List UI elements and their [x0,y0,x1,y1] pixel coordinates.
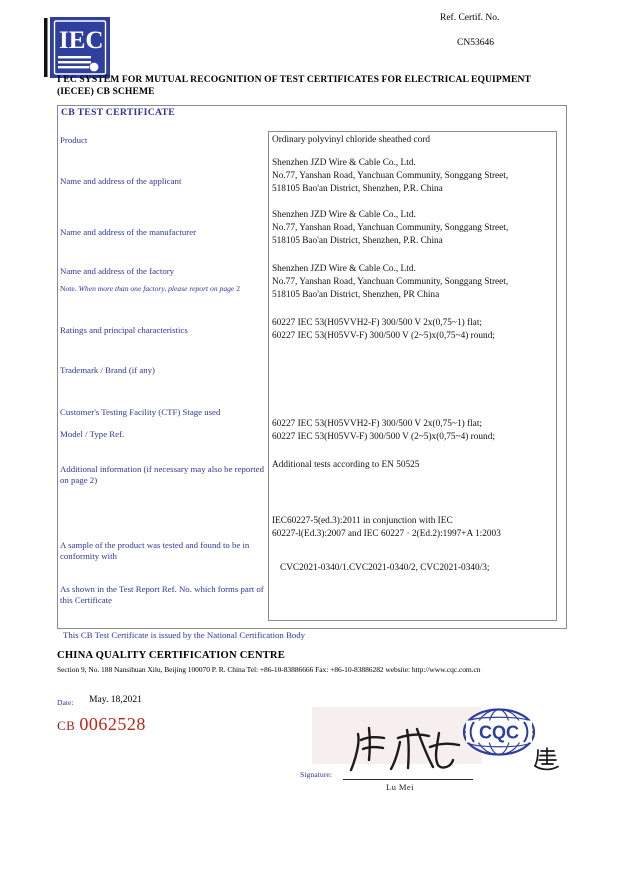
manufacturer-line3: 518105 Bao'an District, Shenzhen, P.R. China [272,236,443,246]
scheme-title-line2: (IECEE) CB SCHEME [57,86,155,97]
ratings-line2: 60227 IEC 53(H05VV-F) 300/500 V (2~5)x(0,75~4) round; [272,331,495,341]
ref-certif-number: CN53646 [457,38,494,48]
additional-info-value: Additional tests according to EN 50525 [272,460,420,470]
ref-certif-label: Ref. Certif. No. [440,13,500,23]
cqc-stamp-icon [461,707,537,757]
iec-logo [44,17,110,78]
iec-logo-icon [44,17,110,78]
applicant-line2: No.77, Yanshan Road, Yanchuan Community, Songgang Street, [272,171,509,181]
test-report-label: As shown in the Test Report Ref. No. which forms part of this Certificate [60,584,264,605]
conformity-line2: 60227-l(Ed.3):2007 and IEC 60227 · 2(Ed.2):1997+A 1:2003 [272,529,501,539]
date-value: May. 18,2021 [89,694,142,705]
model-value [272,418,550,444]
conformity-value [272,515,550,541]
model-line2: 60227 IEC 53(H05VV-F) 300/500 V (2~5)x(0,75~4) round; [272,432,495,442]
model-line1: 60227 IEC 53(H05VVH2-F) 300/500 V 2x(0,75~1) flat; [272,419,482,429]
factory-value [272,263,550,302]
certificate-title: CB TEST CERTIFICATE [61,107,175,118]
applicant-line1: Shenzhen JZD Wire & Cable Co., Ltd. [272,158,416,168]
values-box [268,131,557,621]
ratings-value [272,317,550,343]
factory-line1: Shenzhen JZD Wire & Cable Co., Ltd. [272,264,416,274]
ratings-line1: 60227 IEC 53(H05VVH2-F) 300/500 V 2x(0,75~1) flat; [272,318,482,328]
cb-number-block [57,714,146,735]
applicant-value [272,157,550,196]
factory-note-italic: When more than one factory, please report on page [78,284,235,293]
product-label: Product [60,135,88,145]
applicant-label: Name and address of the applicant [60,176,182,186]
date-label: Date: [57,698,74,707]
manufacturer-label: Name and address of the manufacturer [60,227,197,237]
stamp-character-icon [533,746,559,772]
manufacturer-line2: No.77, Yanshan Road, Yanchuan Community, Songgang Street, [272,223,509,233]
cb-prefix: CB [57,718,76,733]
manufacturer-line1: Shenzhen JZD Wire & Cable Co., Ltd. [272,210,416,220]
certification-centre-address: Section 9, No. 188 Nansihuan Xilu, Beijing 100070 P. R. China Tel: +86-10-83886666 Fax: +86-10-83886282 website: http://www.cqc.com.cn [57,665,481,674]
stamp-character [533,746,559,777]
factory-line2: No.77, Yanshan Road, Yanchuan Community, Songgang Street, [272,277,509,287]
issued-by-text: This CB Test Certificate is issued by the National Certification Body [63,630,306,640]
conformity-label: A sample of the product was tested and found to be in conformity with [60,540,250,561]
signature-line [343,758,473,780]
applicant-line3: 518105 Bao'an District, Shenzhen, P.R. China [272,184,443,194]
factory-line3: 518105 Bao'an District, Shenzhen, PR China [272,290,440,300]
ctf-label: Customer's Testing Facility (CTF) Stage used [60,407,221,417]
svg-text:CQC: CQC [479,722,519,743]
factory-note [60,284,270,293]
model-label: Model / Type Ref. [60,429,125,439]
factory-label: Name and address of the factory [60,266,175,276]
trademark-label: Trademark / Brand (if any) [60,365,155,375]
ratings-label: Ratings and principal characteristics [60,325,188,335]
signature-label: Signature: [300,770,333,779]
product-value: Ordinary polyvinyl chloride sheathed cord [272,135,431,145]
signature-name: Lu Mei [386,782,414,792]
additional-info-label: Additional information (if necessary may also be reported on page 2) [60,464,264,485]
svg-text:IEC: IEC [59,27,104,54]
manufacturer-value [272,209,550,248]
factory-note-suffix: 2 [236,284,240,293]
test-report-value: CVC2021-0340/1.CVC2021-0340/2, CVC2021-0340/3; [280,563,490,573]
certification-centre-name: CHINA QUALITY CERTIFICATION CENTRE [57,650,286,661]
scheme-title-line1: I EC SYSTEM FOR MUTUAL RECOGNITION OF TEST CERTIFICATES FOR ELECTRICAL EQUIPMENT [57,74,532,85]
factory-note-prefix: Note. [60,284,77,293]
cb-number: 0062528 [79,714,146,734]
cqc-stamp [461,707,537,762]
conformity-line1: IEC60227-5(ed.3):2011 in conjunction with IEC [272,516,453,526]
